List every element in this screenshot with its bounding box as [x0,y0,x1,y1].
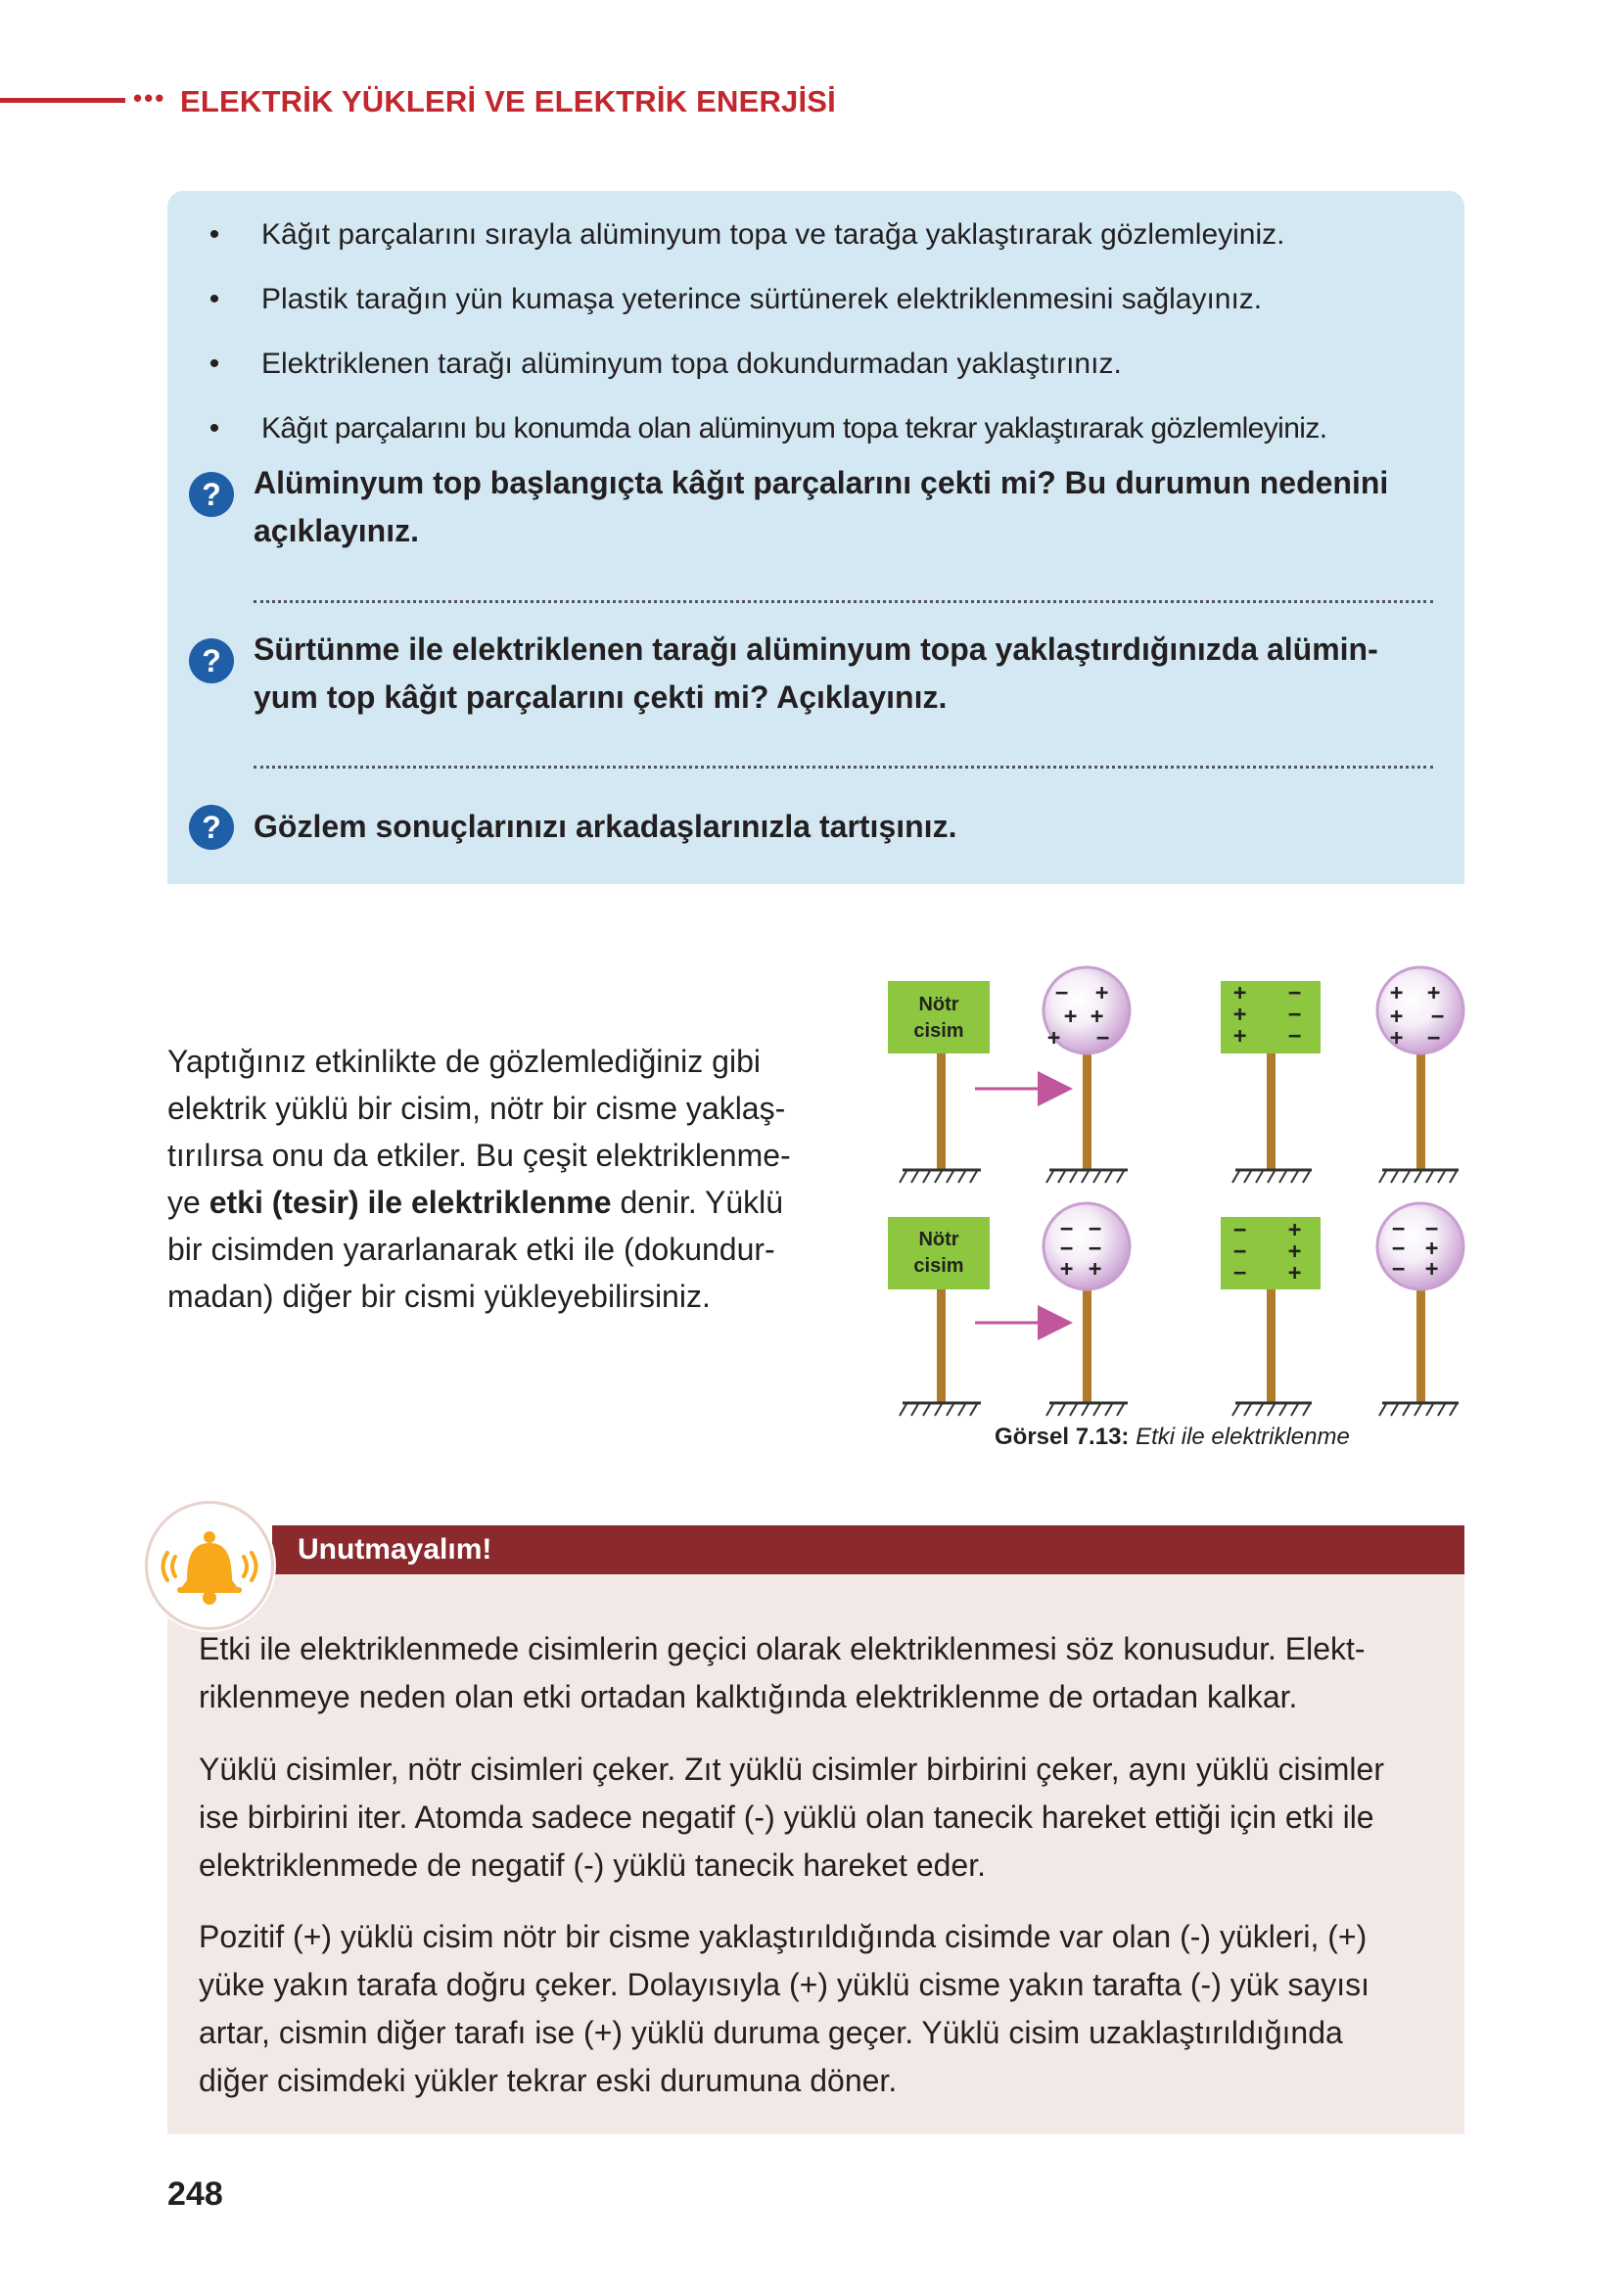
reminder-paragraph-3: Pozitif (+) yüklü cisim nötr bir cisme yaklaştırıldığında cisimde var olan (-) yükleri, (+) yüke yakın tarafa doğru çeker. Dolayısıyla (+) yüklü cisme yakın tarafta (-) yük sayısı artar, cismin diğer tarafı ise (+) yüklü duruma geçer. Yüklü cisim uzaklaştırıldığında diğer cisimdeki yükler tekrar eski durumuna döner. [199,1919,1370,2098]
svg-text:+: + [1090,1005,1104,1029]
answer-line[interactable] [254,600,1433,603]
svg-text:+: + [1425,1257,1439,1282]
reminder-paragraph-1: Etki ile elektriklenmede cisimlerin geçici olarak elektriklenmesi söz konusudur. Elekt- riklenmeye neden olan etki ortadan kalktığında elektriklenme de ortadan kalkar. [199,1631,1366,1714]
svg-text:+: + [1390,1005,1404,1029]
svg-text:+: + [1233,981,1247,1005]
answer-line[interactable] [254,766,1433,769]
svg-text:−: − [1060,1237,1074,1261]
charged-sphere-stand [1377,967,1463,1183]
svg-text:−: − [1288,1024,1302,1049]
sphere-stand [1044,967,1130,1183]
svg-text:−: − [1392,1257,1406,1282]
svg-text:+: + [1095,981,1109,1005]
question-mark-icon: ? [189,638,234,683]
svg-text:+: + [1089,1257,1102,1282]
question-line: Alüminyum top başlangıçta kâğıt parçalarını çekti mi? Bu durumun nedenini [254,465,1389,500]
svg-text:−: − [1233,1218,1247,1242]
question-line: Sürtünme ile elektriklenen tarağı alüminyum topa yaklaştırdığınızda alümin- [254,631,1378,667]
svg-text:+: + [1233,1003,1247,1027]
reminder-paragraph-2: Yüklü cisimler, nötr cisimleri çeker. Zıt yüklü cisimler birbirini çeker, aynı yüklü cisimler ise birbirini iter. Atomda sadece negatif (-) yüklü olan tanecik hareket ettiği için etki ile elektriklenmede de negatif (-) yüklü tanecik hareket eder. [199,1752,1384,1883]
svg-text:+: + [1390,981,1404,1005]
neutral-plate-stand [888,1217,990,1416]
question-mark-icon: ? [189,472,234,517]
svg-text:+: + [1390,1026,1404,1051]
svg-text:+: + [1288,1239,1302,1264]
question-mark-icon: ? [189,805,234,850]
bullet-icon: • [209,218,220,251]
activity-box: • Kâğıt parçalarını sırayla alüminyum topa ve tarağa yaklaştırarak gözlemleyiniz. • Plastik tarağın yün kumaşa yeterince sürtünerek elektriklenmesini sağlayınız. • Elektriklenen tarağı alüminyum topa dokundurmadan yaklaştırınız. • Kâğıt parçalarını bu konumda olan alüminyum topa tekrar yaklaştırarak gözlemleyiniz. ? Alüminyum top başlangıçta kâğıt parçalarını çekti mi? Bu durumun nedenini açıklayınız. ? Sürtünme ile elektriklenen tarağı alüminyum topa yaklaştırdığınızda alümin- yum top kâğıt parçalarını çekti mi? Açıklayınız. ? Gözlem sonuçlarınızı arkadaşlarınızla tartışınız. [167,191,1464,884]
svg-text:−: − [1288,981,1302,1005]
svg-text:−: − [1427,1026,1441,1051]
question-line: yum top kâğıt parçalarını çekti mi? Açıklayınız. [254,679,948,715]
induction-figure [881,955,1468,1425]
polarized-plate-stand [1221,981,1321,1183]
bell-icon [148,1504,271,1627]
question-line: açıklayınız. [254,513,419,548]
header-rule [0,98,125,103]
plate-label: Nötr [918,994,959,1015]
induction-diagram [881,955,1468,1425]
sphere-stand [1044,1203,1130,1416]
row-1 [888,967,1463,1183]
plate-label: cisim [913,1020,964,1042]
question-line: Gözlem sonuçlarınızı arkadaşlarınızla tartışınız. [254,809,957,844]
svg-text:+: + [1288,1261,1302,1286]
neutral-plate-stand [888,981,990,1183]
svg-text:−: − [1392,1217,1406,1241]
svg-text:−: − [1425,1217,1439,1241]
svg-text:+: + [1233,1024,1247,1049]
key-term: etki (tesir) ile elektriklenme [209,1185,612,1220]
svg-text:−: − [1060,1217,1074,1241]
svg-text:+: + [1425,1237,1439,1261]
reminder-badge [145,1501,274,1630]
svg-text:−: − [1055,981,1069,1005]
body-paragraph: Yaptığınız etkinlikte de gözlemlediğiniz gibi elektrik yüklü bir cisim, nötr bir cisme yaklaş- tırılırsa onu da etkiler. Bu çeşit elektriklenme- ye etki (tesir) ile elektriklenme denir. Yüklü bir cisimden yararlanarak etki ile (dokundur- madan) diğer bir cismi yükleyebilirsiniz. [167,1044,791,1314]
svg-text:+: + [1064,1005,1078,1029]
bullet-icon: • [209,283,220,315]
header-dots: ••• [133,83,166,113]
page-number: 248 [167,2175,223,2213]
reminder-header [272,1525,1464,1574]
svg-text:−: − [1233,1261,1247,1286]
figure-caption: Görsel 7.13: Etki ile elektriklenme [995,1424,1350,1450]
reminder-title: Unutmayalım! [298,1533,492,1566]
svg-text:−: − [1096,1026,1110,1051]
plate-label: cisim [913,1255,964,1277]
svg-text:−: − [1288,1003,1302,1027]
charged-sphere-stand [1377,1203,1463,1416]
svg-text:+: + [1047,1026,1061,1051]
svg-text:−: − [1089,1217,1102,1241]
svg-text:−: − [1392,1237,1406,1261]
polarized-plate-stand [1221,1217,1321,1416]
svg-text:+: + [1060,1257,1074,1282]
svg-text:−: − [1431,1005,1445,1029]
row-2 [888,1203,1463,1416]
chapter-title: ELEKTRİK YÜKLERİ VE ELEKTRİK ENERJİSİ [180,84,836,118]
svg-text:+: + [1427,981,1441,1005]
bullet-icon: • [209,412,220,444]
plate-label: Nötr [918,1229,959,1250]
svg-text:+: + [1288,1218,1302,1242]
svg-text:−: − [1089,1237,1102,1261]
bullet-icon: • [209,348,220,380]
svg-text:−: − [1233,1239,1247,1264]
reminder-body [167,1574,1464,2134]
